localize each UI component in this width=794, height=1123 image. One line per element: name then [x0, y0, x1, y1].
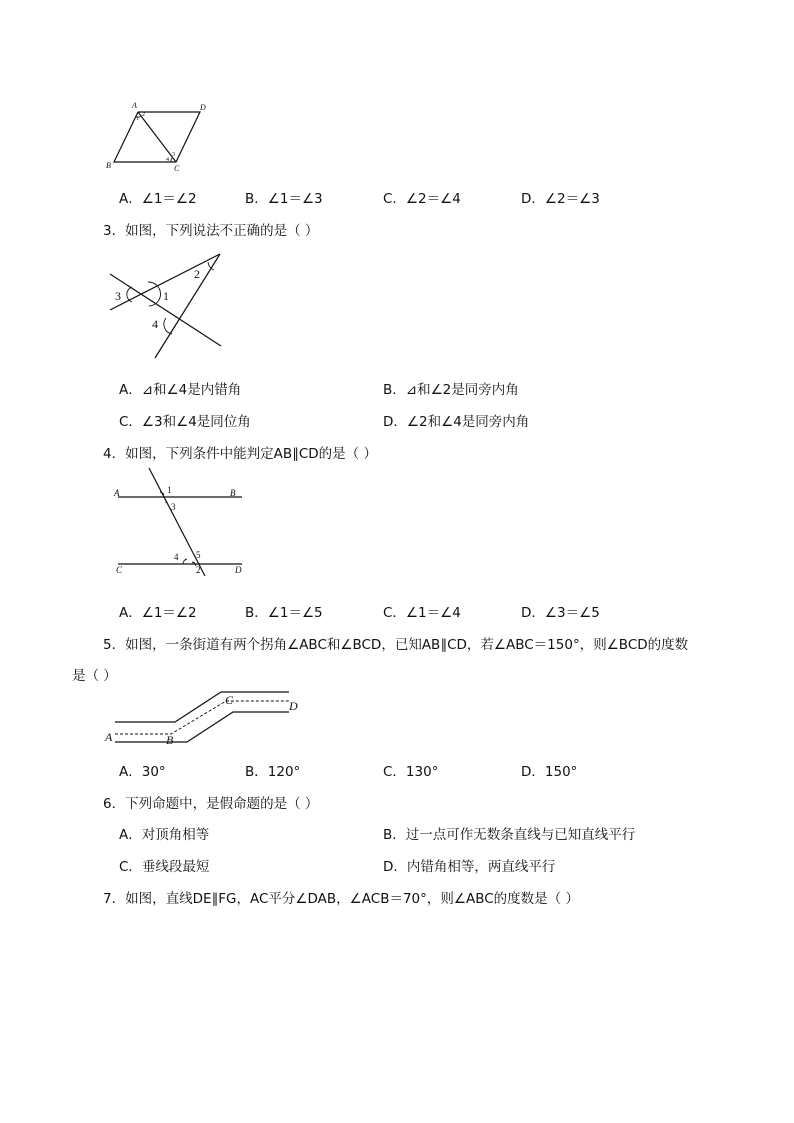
- q4-figure: [112, 466, 248, 578]
- q3-stem: 3．如图，下列说法不正确的是（ ）: [103, 223, 319, 239]
- q4-option-c[interactable]: C．∠1＝∠4: [383, 605, 461, 621]
- q4-option-b[interactable]: B．∠1＝∠5: [245, 605, 323, 621]
- q2-label-C: C: [174, 164, 180, 173]
- q3-option-a[interactable]: A．⊿和∠4是内错角: [119, 382, 242, 398]
- q2-option-b[interactable]: B．∠1＝∠3: [245, 191, 323, 207]
- q5-option-b[interactable]: B．120°: [245, 764, 301, 780]
- q2-angle-2: 2: [142, 112, 145, 118]
- q3-option-d[interactable]: D．∠2和∠4是同旁内角: [383, 414, 530, 430]
- q5-option-d[interactable]: D．150°: [521, 764, 578, 780]
- q3-figure: [108, 250, 228, 362]
- q5-figure: [103, 688, 303, 748]
- q4-option-d[interactable]: D．∠3＝∠5: [521, 605, 600, 621]
- q5-option-a[interactable]: A．30°: [119, 764, 166, 780]
- q3-option-c[interactable]: C．∠3和∠4是同位角: [119, 414, 251, 430]
- q5-label-A: A: [105, 730, 113, 744]
- q2-angle-3: 3: [172, 152, 175, 158]
- q5-label-B: B: [166, 733, 174, 747]
- q3-angle-4: 4: [152, 317, 158, 331]
- q4-angle-1: 1: [167, 485, 172, 495]
- q5-stem: 5．如图，一条街道有两个拐角∠ABC和∠BCD，已知AB∥CD，若∠ABC＝150°，则∠BCD的度数: [103, 637, 689, 653]
- q3-angle-1: 1: [163, 289, 169, 303]
- q5-stem-cont: 是（ ）: [72, 668, 117, 684]
- q4-angle-4: 4: [174, 552, 179, 562]
- q2-option-a[interactable]: A．∠1＝∠2: [119, 191, 197, 207]
- q4-angle-2: 2: [196, 565, 201, 575]
- q4-label-A: A: [114, 488, 120, 498]
- q2-label-B: B: [106, 161, 111, 170]
- q2-label-A: A: [132, 101, 137, 110]
- q5-label-C: C: [225, 693, 234, 707]
- q5-option-c[interactable]: C．130°: [383, 764, 439, 780]
- q2-angle-4: 4: [166, 157, 169, 163]
- q3-angle-2: 2: [194, 267, 200, 281]
- q2-option-d[interactable]: D．∠2＝∠3: [521, 191, 600, 207]
- q4-angle-5: 5: [196, 550, 201, 560]
- q2-angle-1: 1: [136, 116, 139, 122]
- q7-stem: 7．如图，直线DE∥FG，AC平分∠DAB，∠ACB＝70°，则∠ABC的度数是（ ）: [103, 891, 579, 907]
- q4-label-B: B: [230, 488, 236, 498]
- q6-option-d[interactable]: D．内错角相等，两直线平行: [383, 859, 556, 875]
- q2-label-D: D: [200, 103, 206, 112]
- q6-option-c[interactable]: C．垂线段最短: [119, 859, 210, 875]
- q2-option-c[interactable]: C．∠2＝∠4: [383, 191, 461, 207]
- q4-label-C: C: [116, 565, 123, 575]
- q4-stem: 4．如图，下列条件中能判定AB∥CD的是（ ）: [103, 446, 377, 462]
- q4-option-a[interactable]: A．∠1＝∠2: [119, 605, 197, 621]
- q5-label-D: D: [289, 699, 298, 713]
- q3-angle-3: 3: [115, 289, 121, 303]
- q4-label-D: D: [235, 565, 242, 575]
- q4-angle-3: 3: [171, 502, 176, 512]
- q3-option-b[interactable]: B．⊿和∠2是同旁内角: [383, 382, 519, 398]
- q6-option-a[interactable]: A．对顶角相等: [119, 827, 210, 843]
- q6-option-b[interactable]: B．过一点可作无数条直线与已知直线平行: [383, 827, 636, 843]
- q2-figure: [100, 100, 220, 175]
- q6-stem: 6．下列命题中，是假命题的是（ ）: [103, 796, 319, 812]
